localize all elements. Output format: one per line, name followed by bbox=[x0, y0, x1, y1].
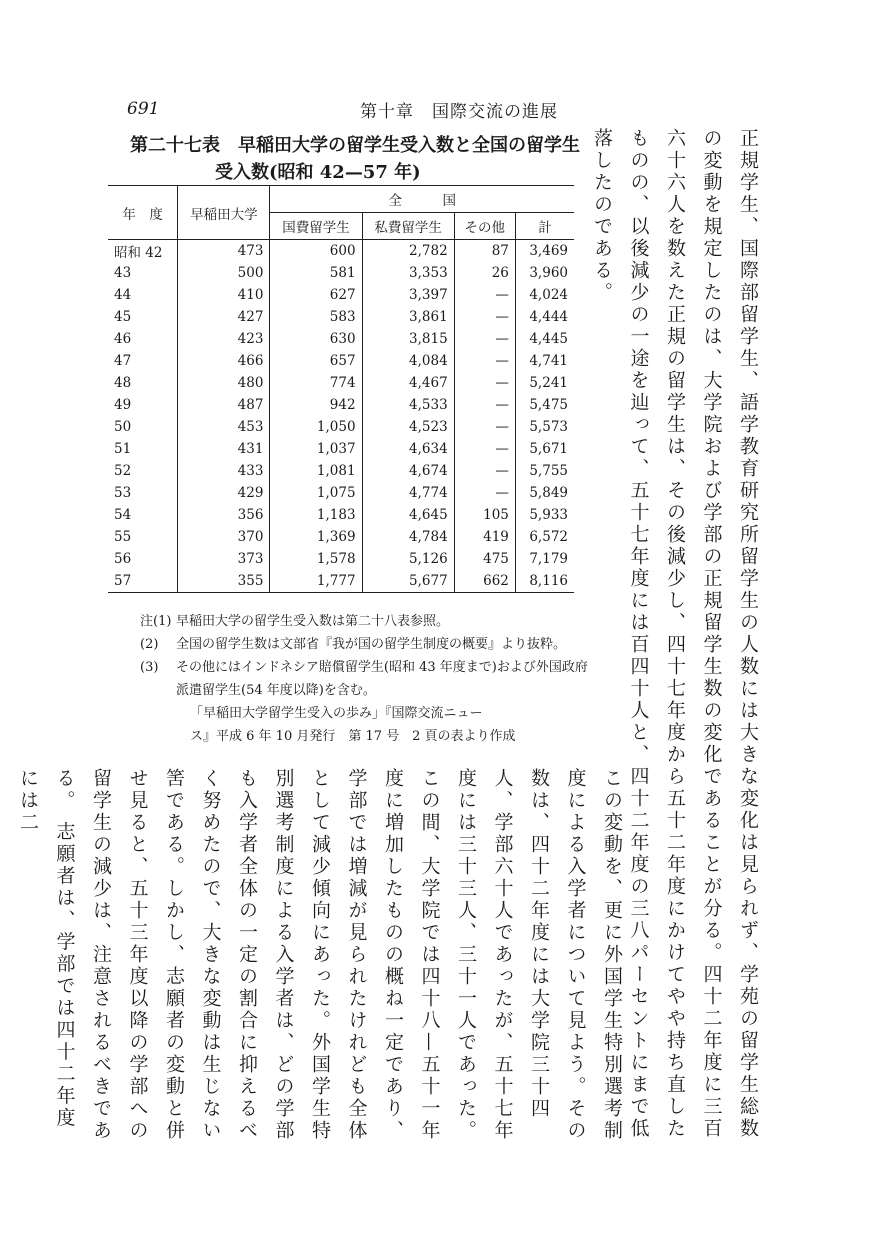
table-cell: 423 bbox=[178, 328, 270, 350]
table-cell: 583 bbox=[270, 306, 362, 328]
paragraph-3: 志願者は、学部では四十二年度には二 bbox=[17, 768, 76, 1130]
table-cell: 57 bbox=[114, 573, 132, 589]
table-cell: — bbox=[454, 306, 515, 328]
table-cell: 356 bbox=[178, 504, 270, 526]
table-cell: 4,444 bbox=[515, 306, 574, 328]
running-header: 第十章 国際交流の進展 bbox=[360, 102, 558, 122]
table-cell: 942 bbox=[270, 394, 362, 416]
table-cell: 4,467 bbox=[362, 372, 454, 394]
table-cell: 657 bbox=[270, 350, 362, 372]
table-cell: 1,578 bbox=[270, 548, 362, 570]
note-3-text: その他にはインドネシア賠償留学生(昭和 43 年度まで)および外国政府派遣留学生(54 年度以降)を含む。 bbox=[176, 660, 588, 698]
paragraph-1: 正規学生、国際部留学生、語学教育研究所留学生の人数には大きな変化は見られず、学苑の留学生総数の変動を規定したのは、大学院および学部の正規留学生数の変化であることが分る。四十二年度に三百六十六人を数えた正規の留学生は、その後減少し、四十七年度から五十二年度にかけてやや持ち直したものの、以後減少の一途を辿って、五十七年度には百四十人と、四十二年度の三八パーセントにまで低落したのである。 bbox=[591, 128, 759, 1140]
table-cell: 5,126 bbox=[362, 548, 454, 570]
note-1-mark: 注(1) bbox=[140, 614, 172, 629]
table-cell: 53 bbox=[114, 485, 132, 501]
table-cell: 3,469 bbox=[515, 240, 574, 263]
table-cell: 627 bbox=[270, 284, 362, 306]
table-cell: 3,353 bbox=[362, 262, 454, 284]
table-cell: 4,674 bbox=[362, 460, 454, 482]
table-cell: 50 bbox=[114, 419, 132, 435]
header-waseda: 早稲田大学 bbox=[178, 186, 270, 240]
table-cell: 7,179 bbox=[515, 548, 574, 570]
source-line-2: ス』平成 6 年 10 月発行 第 17 号 2 頁の表より作成 bbox=[190, 729, 516, 744]
header-gov: 国費留学生 bbox=[270, 213, 362, 240]
table-cell: 52 bbox=[114, 463, 132, 479]
table-cell: 46 bbox=[114, 331, 132, 347]
table-cell: 431 bbox=[178, 438, 270, 460]
paragraph-2: この変動を、更に外国学生特別選考制度による入学者について見よう。その数は、四十二年度には大学院三十四人、学部六十人であったが、五十七年度には三十三人、三十一人であった。この間、大学院では四十八—五十一年度に増加したものの概ね一定であり、学部では増減が見られたけれども全体として減少傾向にあった。外国学生特別選考制度による入学者は、どの学部も入学者全体の一定の割合に抑えるべく努めたので、大きな変動は生じない筈である。しかし、志願者の変動と併せ見ると、五十三年度以降の学部への留学生の減少は、注意されるべきである。 bbox=[53, 768, 623, 1142]
table-cell: 48 bbox=[114, 375, 132, 391]
table-cell: 4,523 bbox=[362, 416, 454, 438]
table-cell: 373 bbox=[178, 548, 270, 570]
table-cell: 4,774 bbox=[362, 482, 454, 504]
table-cell: 1,777 bbox=[270, 570, 362, 593]
table-cell: 453 bbox=[178, 416, 270, 438]
note-2-text: 全国の留学生数は文部省『我が国の留学生制度の概要』より抜粋。 bbox=[176, 637, 567, 652]
header-national: 全 国 bbox=[270, 186, 574, 213]
table-cell: 1,081 bbox=[270, 460, 362, 482]
table-cell: 4,445 bbox=[515, 328, 574, 350]
table-cell: 355 bbox=[178, 570, 270, 593]
table-cell: 47 bbox=[114, 353, 132, 369]
header-other: その他 bbox=[454, 213, 515, 240]
table-cell: 1,037 bbox=[270, 438, 362, 460]
table-cell: 8,116 bbox=[515, 570, 574, 593]
header-private: 私費留学生 bbox=[362, 213, 454, 240]
header-year: 年 度 bbox=[108, 186, 178, 240]
table-cell: — bbox=[454, 460, 515, 482]
table-cell: 49 bbox=[114, 397, 132, 413]
table-cell: 105 bbox=[454, 504, 515, 526]
table-cell: 5,933 bbox=[515, 504, 574, 526]
table-cell: 774 bbox=[270, 372, 362, 394]
table-cell: 466 bbox=[178, 350, 270, 372]
table-cell: 26 bbox=[454, 262, 515, 284]
table-cell: 427 bbox=[178, 306, 270, 328]
table-cell: 1,183 bbox=[270, 504, 362, 526]
table-cell: 51 bbox=[114, 441, 132, 457]
table-cell: 昭和 42 bbox=[114, 245, 163, 261]
table-cell: 1,369 bbox=[270, 526, 362, 548]
table-cell: — bbox=[454, 416, 515, 438]
table-cell: 4,084 bbox=[362, 350, 454, 372]
table-cell: 410 bbox=[178, 284, 270, 306]
table-cell: 1,075 bbox=[270, 482, 362, 504]
table-cell: 5,755 bbox=[515, 460, 574, 482]
table-cell: 4,645 bbox=[362, 504, 454, 526]
table-cell: 4,741 bbox=[515, 350, 574, 372]
table-cell: 3,861 bbox=[362, 306, 454, 328]
table-cell: 87 bbox=[454, 240, 515, 263]
table-cell: 630 bbox=[270, 328, 362, 350]
table-cell: 5,677 bbox=[362, 570, 454, 593]
table-cell: 1,050 bbox=[270, 416, 362, 438]
table-cell: — bbox=[454, 482, 515, 504]
table-cell: 3,397 bbox=[362, 284, 454, 306]
table-title-line2: 受入数(昭和 42—57 年) bbox=[215, 162, 421, 183]
table-cell: — bbox=[454, 284, 515, 306]
table-cell: — bbox=[454, 350, 515, 372]
table-cell: 4,634 bbox=[362, 438, 454, 460]
table-cell: 662 bbox=[454, 570, 515, 593]
table-cell: 433 bbox=[178, 460, 270, 482]
table-cell: 5,241 bbox=[515, 372, 574, 394]
table-cell: — bbox=[454, 394, 515, 416]
table-cell: 4,024 bbox=[515, 284, 574, 306]
table-cell: 600 bbox=[270, 240, 362, 263]
table-cell: 5,849 bbox=[515, 482, 574, 504]
table-cell: 5,475 bbox=[515, 394, 574, 416]
table-title-line1: 第二十七表 早稲田大学の留学生受入数と全国の留学生 bbox=[130, 135, 580, 156]
table-cell: 2,782 bbox=[362, 240, 454, 263]
table-cell: 45 bbox=[114, 309, 132, 325]
table-cell: 500 bbox=[178, 262, 270, 284]
table-cell: 5,573 bbox=[515, 416, 574, 438]
header-total: 計 bbox=[515, 213, 574, 240]
table-cell: 44 bbox=[114, 287, 132, 303]
table-cell: 3,815 bbox=[362, 328, 454, 350]
table-cell: — bbox=[454, 372, 515, 394]
table-cell: 56 bbox=[114, 551, 132, 567]
table-cell: 43 bbox=[114, 265, 132, 281]
table-cell: 473 bbox=[178, 240, 270, 263]
page-number: 691 bbox=[127, 99, 160, 119]
table-cell: 487 bbox=[178, 394, 270, 416]
table-cell: 475 bbox=[454, 548, 515, 570]
table-cell: — bbox=[454, 438, 515, 460]
note-3-mark: (3) bbox=[140, 660, 159, 675]
note-1-text: 早稲田大学の留学生受入数は第二十八表参照。 bbox=[176, 614, 450, 629]
table-cell: 581 bbox=[270, 262, 362, 284]
table-cell: 54 bbox=[114, 507, 132, 523]
table-cell: 55 bbox=[114, 529, 132, 545]
table-cell: 370 bbox=[178, 526, 270, 548]
note-2-mark: (2) bbox=[140, 637, 159, 652]
table-cell: 4,784 bbox=[362, 526, 454, 548]
table-cell: 480 bbox=[178, 372, 270, 394]
table-cell: 419 bbox=[454, 526, 515, 548]
source-line-1: 「早稲田大学留学生受入の歩み」『国際交流ニュー bbox=[190, 706, 483, 721]
table-cell: — bbox=[454, 328, 515, 350]
table-cell: 5,671 bbox=[515, 438, 574, 460]
table-cell: 6,572 bbox=[515, 526, 574, 548]
table-cell: 3,960 bbox=[515, 262, 574, 284]
table-cell: 429 bbox=[178, 482, 270, 504]
body-text-bottom bbox=[17, 768, 630, 1148]
table-cell: 4,533 bbox=[362, 394, 454, 416]
